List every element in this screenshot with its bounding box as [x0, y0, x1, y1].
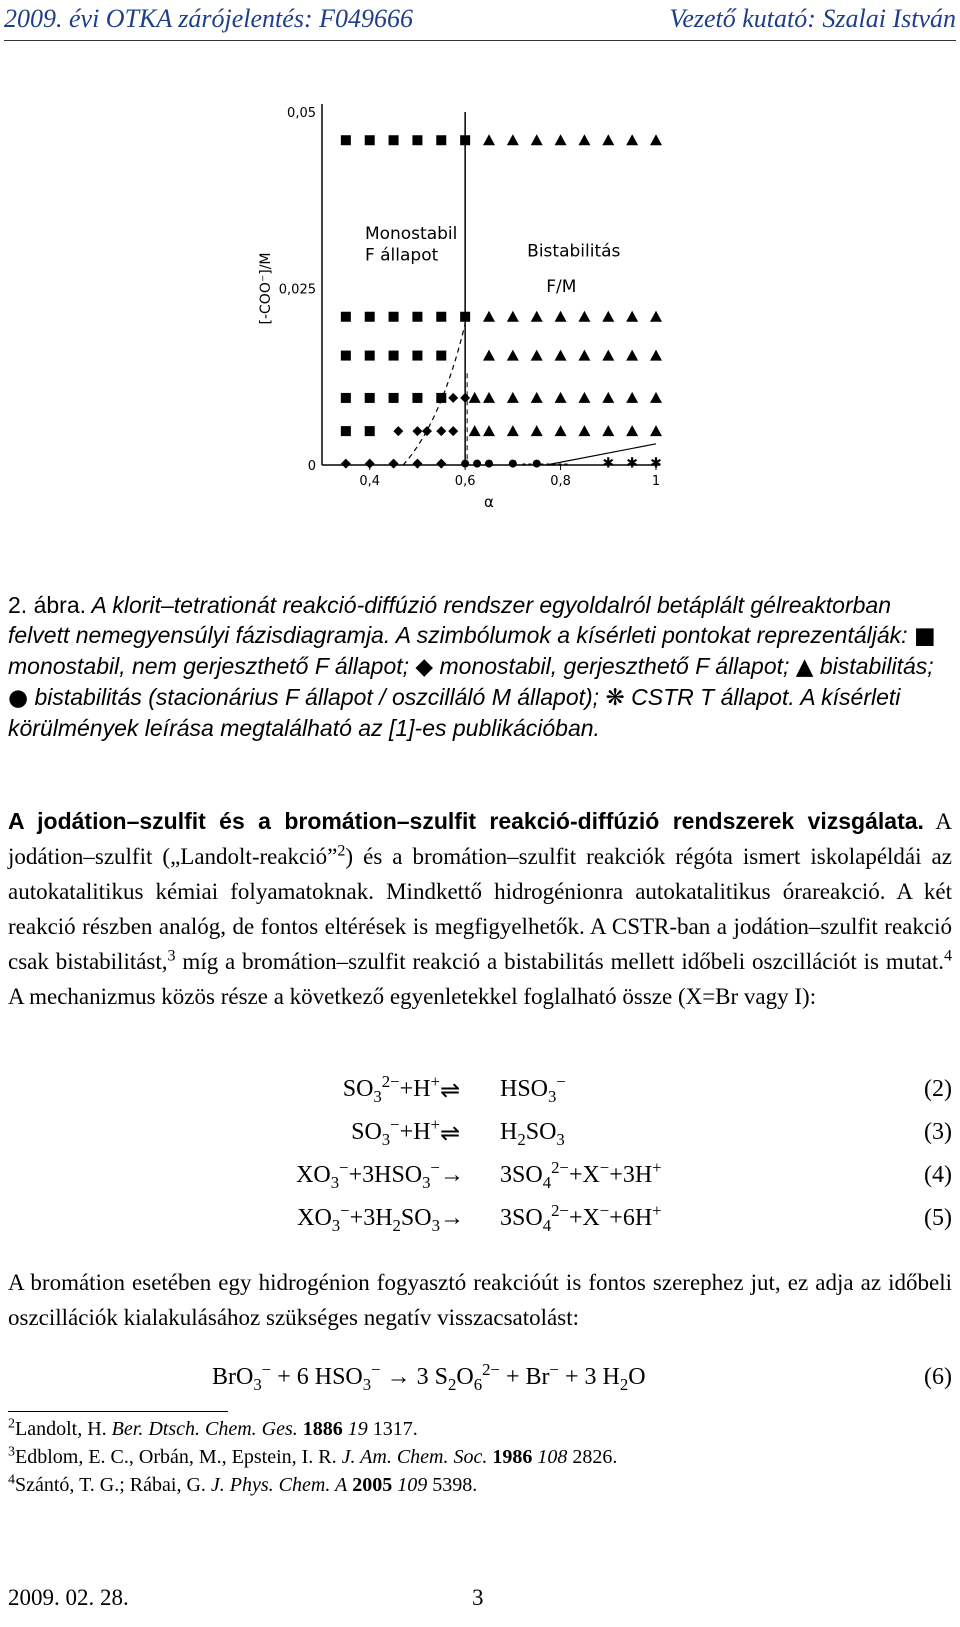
square-marker	[436, 312, 446, 322]
equation-number: (6)	[924, 1364, 952, 1390]
square-marker	[436, 351, 446, 361]
triangle-marker	[578, 311, 590, 322]
section-paragraph	[8, 804, 952, 1014]
x-axis-label: α	[484, 493, 494, 511]
circle-marker	[473, 460, 481, 468]
equation-number: (4)	[924, 1162, 952, 1188]
equation-number: (2)	[924, 1076, 952, 1102]
triangle-marker	[602, 350, 614, 361]
footnote-2: $^2$Landolt, H. Ber. Dtsch. Chem. Ges. 1886 19 1317.	[8, 1416, 418, 1440]
caption-asterisk-text: CSTR T állapot. A kísérleti körülmények leírása megtalálható az [1]-es publikációban.	[8, 684, 901, 741]
square-marker	[436, 135, 446, 145]
triangle-marker	[507, 311, 519, 322]
y-axis-label: [-COO⁻]/M	[258, 252, 274, 325]
square-marker	[341, 351, 351, 361]
square-symbol: ■	[913, 623, 936, 649]
square-marker	[365, 426, 375, 436]
triangle-marker	[578, 350, 590, 361]
triangle-marker	[602, 311, 614, 322]
caption-diamond-text: monostabil, gerjeszthető F állapot;	[433, 653, 796, 679]
footnote-ref-4: 4	[943, 947, 953, 965]
diamond-marker	[389, 459, 399, 469]
section-text-1: A jodátion–szulfit („Landolt-reakció”	[8, 809, 952, 869]
triangle-marker	[626, 392, 638, 403]
triangle-marker	[555, 392, 567, 403]
triangle-marker	[555, 311, 567, 322]
triangle-marker	[602, 425, 614, 436]
y-tick-label: 0,025	[278, 282, 316, 298]
x-tick-label: 0,8	[550, 474, 571, 489]
asterisk-marker: ✱	[626, 455, 639, 472]
equation-number: (5)	[924, 1205, 952, 1231]
circle-marker	[533, 460, 541, 468]
square-marker	[389, 393, 399, 403]
square-marker	[341, 426, 351, 436]
caption-label: 2. ábra.	[8, 592, 86, 618]
square-marker	[412, 135, 422, 145]
diamond-marker	[436, 459, 446, 469]
triangle-marker	[578, 425, 590, 436]
square-marker	[436, 393, 446, 403]
asterisk-marker: ✱	[602, 455, 615, 472]
asterisk-marker: ✱	[650, 455, 662, 472]
square-marker	[389, 135, 399, 145]
triangle-marker	[578, 134, 590, 145]
footnote-rule	[8, 1411, 228, 1412]
equation-5: $XO_3^-+3H_2SO_3$ → $3SO_4^{2-}+X^-+6H^+$ (5)	[297, 1201, 952, 1235]
diamond-marker	[436, 426, 446, 436]
circle-symbol: ●	[8, 685, 29, 711]
annotation-bistabilitas: Bistabilitás	[527, 241, 621, 262]
square-marker	[412, 351, 422, 361]
square-marker	[341, 135, 351, 145]
triangle-marker	[626, 311, 638, 322]
square-marker	[365, 312, 375, 322]
caption-circle-text: bistabilitás (stacionárius F állapot / oszcilláló M állapot);	[28, 684, 606, 710]
triangle-marker	[483, 311, 495, 322]
page-number: 3	[472, 1585, 484, 1610]
section-text-4: A mechanizmus közös része a következő egyenletekkel foglalható össze (X=Br vagy I):	[8, 984, 817, 1009]
triangle-symbol: ▲	[795, 654, 814, 680]
header-right: Vezető kutató: Szalai István	[669, 4, 956, 33]
equation-2: $SO_3^{2-}+H^+$ ⇌ $HSO_3^-$ (2)	[342, 1072, 952, 1106]
triangle-marker	[555, 134, 567, 145]
triangle-marker	[626, 134, 638, 145]
x-tick-label: 1	[651, 474, 661, 489]
footnote-ref-2: 2	[337, 842, 346, 860]
diamond-marker	[448, 393, 458, 403]
triangle-marker	[483, 350, 495, 361]
equation-3: $SO_3^-+H^+$ ⇌ $H_2SO_3$ (3)	[351, 1115, 952, 1149]
annotation-monostabil: Monostabil	[364, 224, 458, 245]
triangle-marker	[507, 350, 519, 361]
triangle-marker	[531, 311, 543, 322]
diamond-marker	[422, 426, 432, 436]
annotation-f-allapot: F állapot	[364, 245, 439, 266]
triangle-marker	[483, 134, 495, 145]
section-text-2: ) és a bromátion–szulfit reakciók régóta ismert iskolapéldái az autokatalitikus kémiai folyamatoknak. Mindkettő hidrogénionra autokatalitikus órareakció. A két reakció részben analóg, de fontos eltérések is megfigyelhetők. A CSTR-ban a jodátion–szulfit reakció csak bistabilitást,	[8, 844, 952, 974]
square-marker	[341, 393, 351, 403]
square-marker	[412, 393, 422, 403]
triangle-marker	[602, 392, 614, 403]
section-title: A jodátion–szulfit és a bromátion–szulfit reakció-diffúzió rendszerek vizsgálata.	[8, 808, 924, 834]
diamond-marker	[412, 459, 422, 469]
figure-caption	[8, 590, 952, 743]
asterisk-symbol: ❋	[605, 685, 625, 711]
square-marker	[365, 351, 375, 361]
phase-diagram-figure	[0, 0, 960, 560]
circle-marker	[461, 460, 469, 468]
triangle-marker	[650, 425, 662, 436]
triangle-marker	[626, 425, 638, 436]
footnote-4: $^4$Szántó, T. G.; Rábai, G. J. Phys. Chem. A 2005 109 5398.	[8, 1472, 478, 1496]
square-marker	[460, 312, 470, 322]
triangle-marker	[483, 392, 495, 403]
diamond-marker	[341, 459, 351, 469]
x-tick-label: 0,4	[359, 474, 381, 489]
square-marker	[389, 351, 399, 361]
diamond-marker	[460, 393, 470, 403]
equation-4: $XO_3^-+3HSO_3^-$ → $3SO_4^{2-}+X^-+3H^+$ (4)	[296, 1158, 952, 1192]
diamond-marker	[365, 459, 375, 469]
triangle-marker	[626, 350, 638, 361]
y-tick-label: 0,05	[287, 106, 316, 121]
square-marker	[389, 312, 399, 322]
footnote-3: $^3$Edblom, E. C., Orbán, M., Epstein, I. R. J. Am. Chem. Soc. 1986 108 2826.	[8, 1444, 618, 1468]
caption-text: A klorit–tetrationát reakció-diffúzió rendszer egyoldalról betáplált gélreaktorban felvett nemegyensúlyi fázisdiagramja. A szimbólumok a kísérleti pontokat reprezentálják:	[8, 592, 914, 648]
paragraph-bromate: A bromátion esetében egy hidrogénion fogyasztó reakcióút is fontos szerephez jut, ez adja az időbeli oszcillációk kialakulásához szükséges negatív visszacsatolást:	[8, 1270, 952, 1330]
circle-marker	[509, 460, 517, 468]
triangle-marker	[555, 350, 567, 361]
triangle-marker	[578, 392, 590, 403]
triangle-marker	[507, 392, 519, 403]
triangle-marker	[531, 350, 543, 361]
triangle-marker	[469, 425, 481, 436]
header-left: 2009. évi OTKA zárójelentés: F049666	[4, 4, 413, 33]
caption-triangle-text: bistabilitás;	[813, 653, 934, 679]
square-marker	[412, 312, 422, 322]
footnote-ref-3: 3	[167, 947, 176, 965]
square-marker	[365, 135, 375, 145]
diamond-marker	[412, 426, 422, 436]
dashed-boundary	[403, 324, 465, 465]
triangle-marker	[602, 134, 614, 145]
square-marker	[341, 312, 351, 322]
triangle-marker	[650, 392, 662, 403]
annotation-fm: F/M	[546, 277, 577, 298]
triangle-marker	[650, 350, 662, 361]
diamond-marker	[393, 426, 403, 436]
triangle-marker	[531, 392, 543, 403]
triangle-marker	[531, 425, 543, 436]
triangle-marker	[555, 425, 567, 436]
triangle-marker	[650, 311, 662, 322]
sloped-line	[546, 444, 656, 465]
section-text-3: míg a bromátion–szulfit reakció a bistabilitás mellett időbeli oszcillációt is mutat.	[175, 949, 944, 974]
square-marker	[365, 393, 375, 403]
equation-number: (3)	[924, 1119, 952, 1145]
triangle-marker	[650, 134, 662, 145]
triangle-marker	[469, 392, 481, 403]
circle-marker	[485, 460, 493, 468]
y-tick-label: 0	[307, 459, 316, 474]
x-tick-label: 0,6	[454, 474, 476, 489]
triangle-marker	[507, 134, 519, 145]
diamond-marker	[448, 426, 458, 436]
diamond-symbol: ◆	[415, 654, 434, 680]
footer-date: 2009. 02. 28.	[8, 1585, 129, 1610]
caption-square-text: monostabil, nem gerjeszthető F állapot;	[8, 653, 416, 679]
square-marker	[460, 135, 470, 145]
triangle-marker	[531, 134, 543, 145]
triangle-marker	[483, 425, 495, 436]
triangle-marker	[507, 425, 519, 436]
